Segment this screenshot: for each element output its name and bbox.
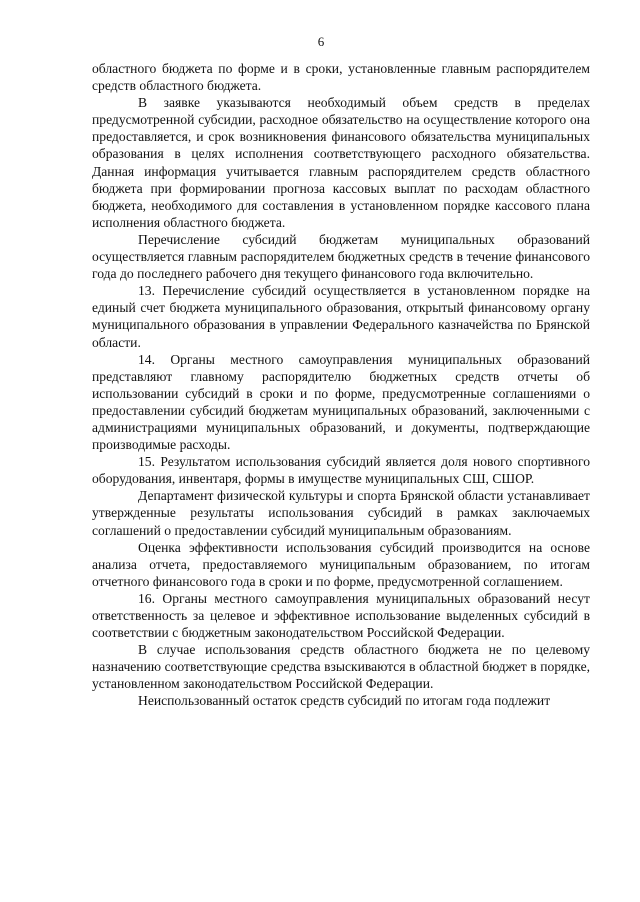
paragraph-application: В заявке указываются необходимый объем средств в пределах предусмотренной субсидии, расходное обязательство на осуществление которого она предоставляется, и срок возникновения финансового обязательства муниципальных образования в целях исполнения соответствующего расходного обязательства. Данная информация учитывается главным распорядителем средств областного бюджета при формировании прогноза кассовых выплат по расходам областного бюджета, необходимого для составления в установленном порядке кассового плана исполнения областного бюджета. xyxy=(92,95,590,230)
paragraph-item-14: 14. Органы местного самоуправления муниципальных образований представляют главному распорядителю бюджетных средств отчеты об использовании субсидий в сроки и по форме, предусмотренные соглашениями о предоставлении субсидий бюджетам муниципальных образований, заключенными с администрациями муниципальных образований, и документы, подтверждающие производимые расходы. xyxy=(92,351,590,453)
paragraph-item-13: 13. Перечисление субсидий осуществляется в установленном порядке на единый счет бюджета муниципального образования, открытый финансовому органу муниципального образования в управлении Федерального казначейства по Брянской области. xyxy=(92,283,590,350)
paragraph-item-16: 16. Органы местного самоуправления муниципальных образований несут ответственность за целевое и эффективное использование выделенных субсидий в соответствии с бюджетным законодательством Российской Федерации. xyxy=(92,590,590,641)
paragraph-unused-balance: Неиспользованный остаток средств субсидий по итогам года подлежит xyxy=(138,693,551,709)
paragraph-department: Департамент физической культуры и спорта Брянской области устанавливает утвержденные результаты использования субсидий в рамках заключаемых соглашений о предоставлении субсидий муниципальным образованиям. xyxy=(92,488,590,538)
paragraph-continuation: областного бюджета по форме и в сроки, установленные главным распорядителем средств областного бюджета. xyxy=(92,61,590,94)
paragraph-transfer-period: Перечисление субсидий бюджетам муниципальных образований осуществляется главным распорядителем бюджетных средств в течение финансового года до последнего рабочего дня текущего финансового года включительно. xyxy=(92,231,590,282)
paragraph-misuse: В случае использования средств областного бюджета не по целевому назначению соответствующие средства взыскиваются в областной бюджет в порядке, установленном законодательством Российской Федерации. xyxy=(92,642,590,692)
paragraph-item-15: 15. Результатом использования субсидий является доля нового спортивного оборудования, инвентаря, формы в имуществе муниципальных СШ, СШОР. xyxy=(92,454,590,487)
paragraph-efficiency: Оценка эффективности использования субсидий производится на основе анализа отчета, предоставляемого муниципальным образованием, по итогам отчетного финансового года в сроки и по форме, предусмотренной соглашением. xyxy=(92,539,590,589)
page-number: 6 xyxy=(317,34,325,49)
